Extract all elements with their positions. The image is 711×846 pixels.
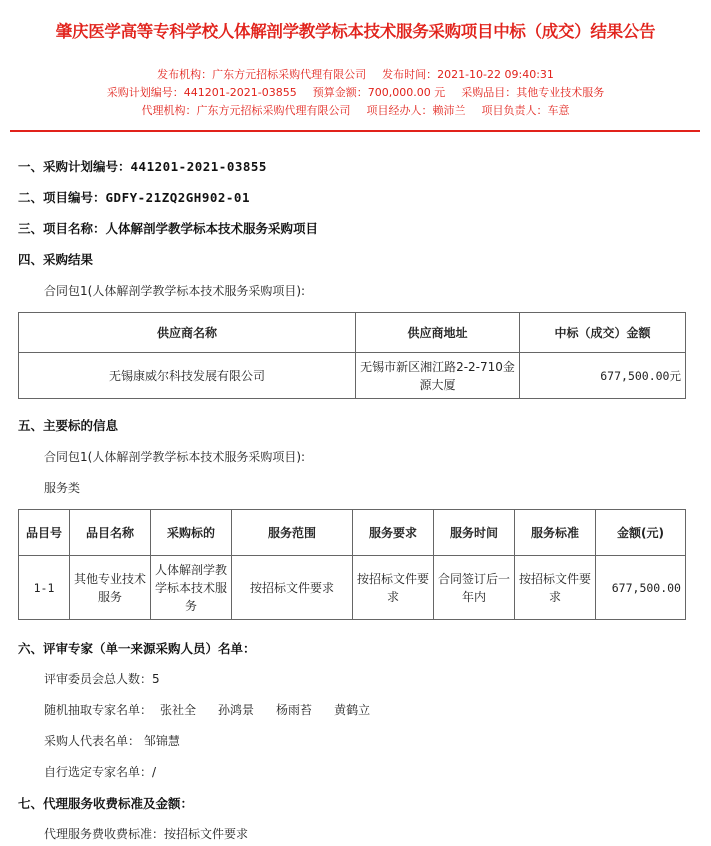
project-leader: 项目负责人：车意 <box>481 104 570 117</box>
section-procurement-result: 四、采购结果 <box>18 252 94 267</box>
header-scope: 服务范围 <box>232 510 353 556</box>
header-supplier-name: 供应商名称 <box>19 313 356 353</box>
item-time: 合同签订后一年内 <box>434 556 515 620</box>
supplier-address: 无锡市新区湘江路2-2-710金源大厦 <box>356 353 520 399</box>
header-item-name: 品目名称 <box>70 510 151 556</box>
experts-random <box>44 701 370 718</box>
expert-name: 孙鸿景 <box>218 703 255 717</box>
header-requirement: 服务要求 <box>353 510 434 556</box>
item-standard: 按招标文件要求 <box>515 556 596 620</box>
items-category-label: 服务类 <box>44 481 81 495</box>
section-agency-fee: 七、代理服务收费标准及金额： <box>18 796 194 811</box>
section-project-number-label: 二、项目编号： <box>18 190 106 205</box>
meta-line-plan <box>0 84 711 100</box>
header-award-amount: 中标（成交）金额 <box>520 313 686 353</box>
expert-name: 黄鹤立 <box>334 703 371 717</box>
header-time: 服务时间 <box>434 510 515 556</box>
section-experts: 六、评审专家（单一来源采购人员）名单： <box>18 641 256 656</box>
section-project-name: 三、项目名称：人体解剖学教学标本技术服务采购项目 <box>18 221 319 236</box>
items-table-header <box>19 510 686 556</box>
header-supplier-address: 供应商地址 <box>356 313 520 353</box>
item-no: 1-1 <box>19 556 70 620</box>
item-amount: 677,500.00 <box>596 556 686 620</box>
title-divider <box>10 130 700 132</box>
expert-name: 杨雨苔 <box>276 703 313 717</box>
section-plan-number-value: 441201-2021-03855 <box>130 159 267 174</box>
meta-line-agency <box>0 102 711 118</box>
header-standard: 服务标准 <box>515 510 596 556</box>
item-requirement: 按招标文件要求 <box>353 556 434 620</box>
items-package-label: 合同包1(人体解剖学教学标本技术服务采购项目): <box>44 450 306 464</box>
table-row <box>19 353 686 399</box>
supplier-name: 无锡康威尔科技发展有限公司 <box>19 353 356 399</box>
result-table-header <box>19 313 686 353</box>
experts-total: 评审委员会总人数：5 <box>44 672 160 686</box>
meta-line-publisher <box>0 66 711 82</box>
table-row <box>19 556 686 620</box>
experts-purchaser-rep: 采购人代表名单： 邹锦慧 <box>44 734 180 748</box>
agency-fee-standard: 代理服务费收费标准：按招标文件要求 <box>44 827 249 841</box>
plan-number: 采购计划编号：441201-2021-03855 <box>106 86 297 99</box>
budget-amount: 预算金额：700,000.00 元 <box>312 86 446 99</box>
experts-random-label: 随机抽取专家名单： <box>44 703 153 717</box>
header-item-no: 品目号 <box>19 510 70 556</box>
publish-time: 发布时间：2021-10-22 09:40:31 <box>382 68 554 81</box>
header-target: 采购标的 <box>151 510 232 556</box>
award-amount: 677,500.00元 <box>520 353 686 399</box>
item-name: 其他专业技术服务 <box>70 556 151 620</box>
item-scope: 按招标文件要求 <box>232 556 353 620</box>
section-plan-number-label: 一、采购计划编号： <box>18 159 131 174</box>
section-project-number-value: GDFY-21ZQ2GH902-01 <box>105 190 250 205</box>
result-package-label: 合同包1(人体解剖学教学标本技术服务采购项目): <box>44 284 306 298</box>
project-handler: 项目经办人：赖沛兰 <box>366 104 466 117</box>
result-table <box>18 312 686 399</box>
procurement-category: 采购品目：其他专业技术服务 <box>461 86 605 99</box>
agency: 代理机构：广东方元招标采购代理有限公司 <box>141 104 351 117</box>
experts-self-selected: 自行选定专家名单：/ <box>44 765 157 779</box>
section-main-items: 五、主要标的信息 <box>18 418 119 433</box>
section-project-number <box>18 188 250 206</box>
items-table <box>18 509 686 620</box>
expert-name: 张社全 <box>160 703 197 717</box>
item-target: 人体解剖学教学标本技术服务 <box>151 556 232 620</box>
publisher-agency: 发布机构：广东方元招标采购代理有限公司 <box>157 68 367 81</box>
page-title: 肇庆医学高等专科学校人体解剖学教学标本技术服务采购项目中标（成交）结果公告 <box>55 22 656 41</box>
header-amount: 金额(元) <box>596 510 686 556</box>
section-plan-number <box>18 157 267 175</box>
